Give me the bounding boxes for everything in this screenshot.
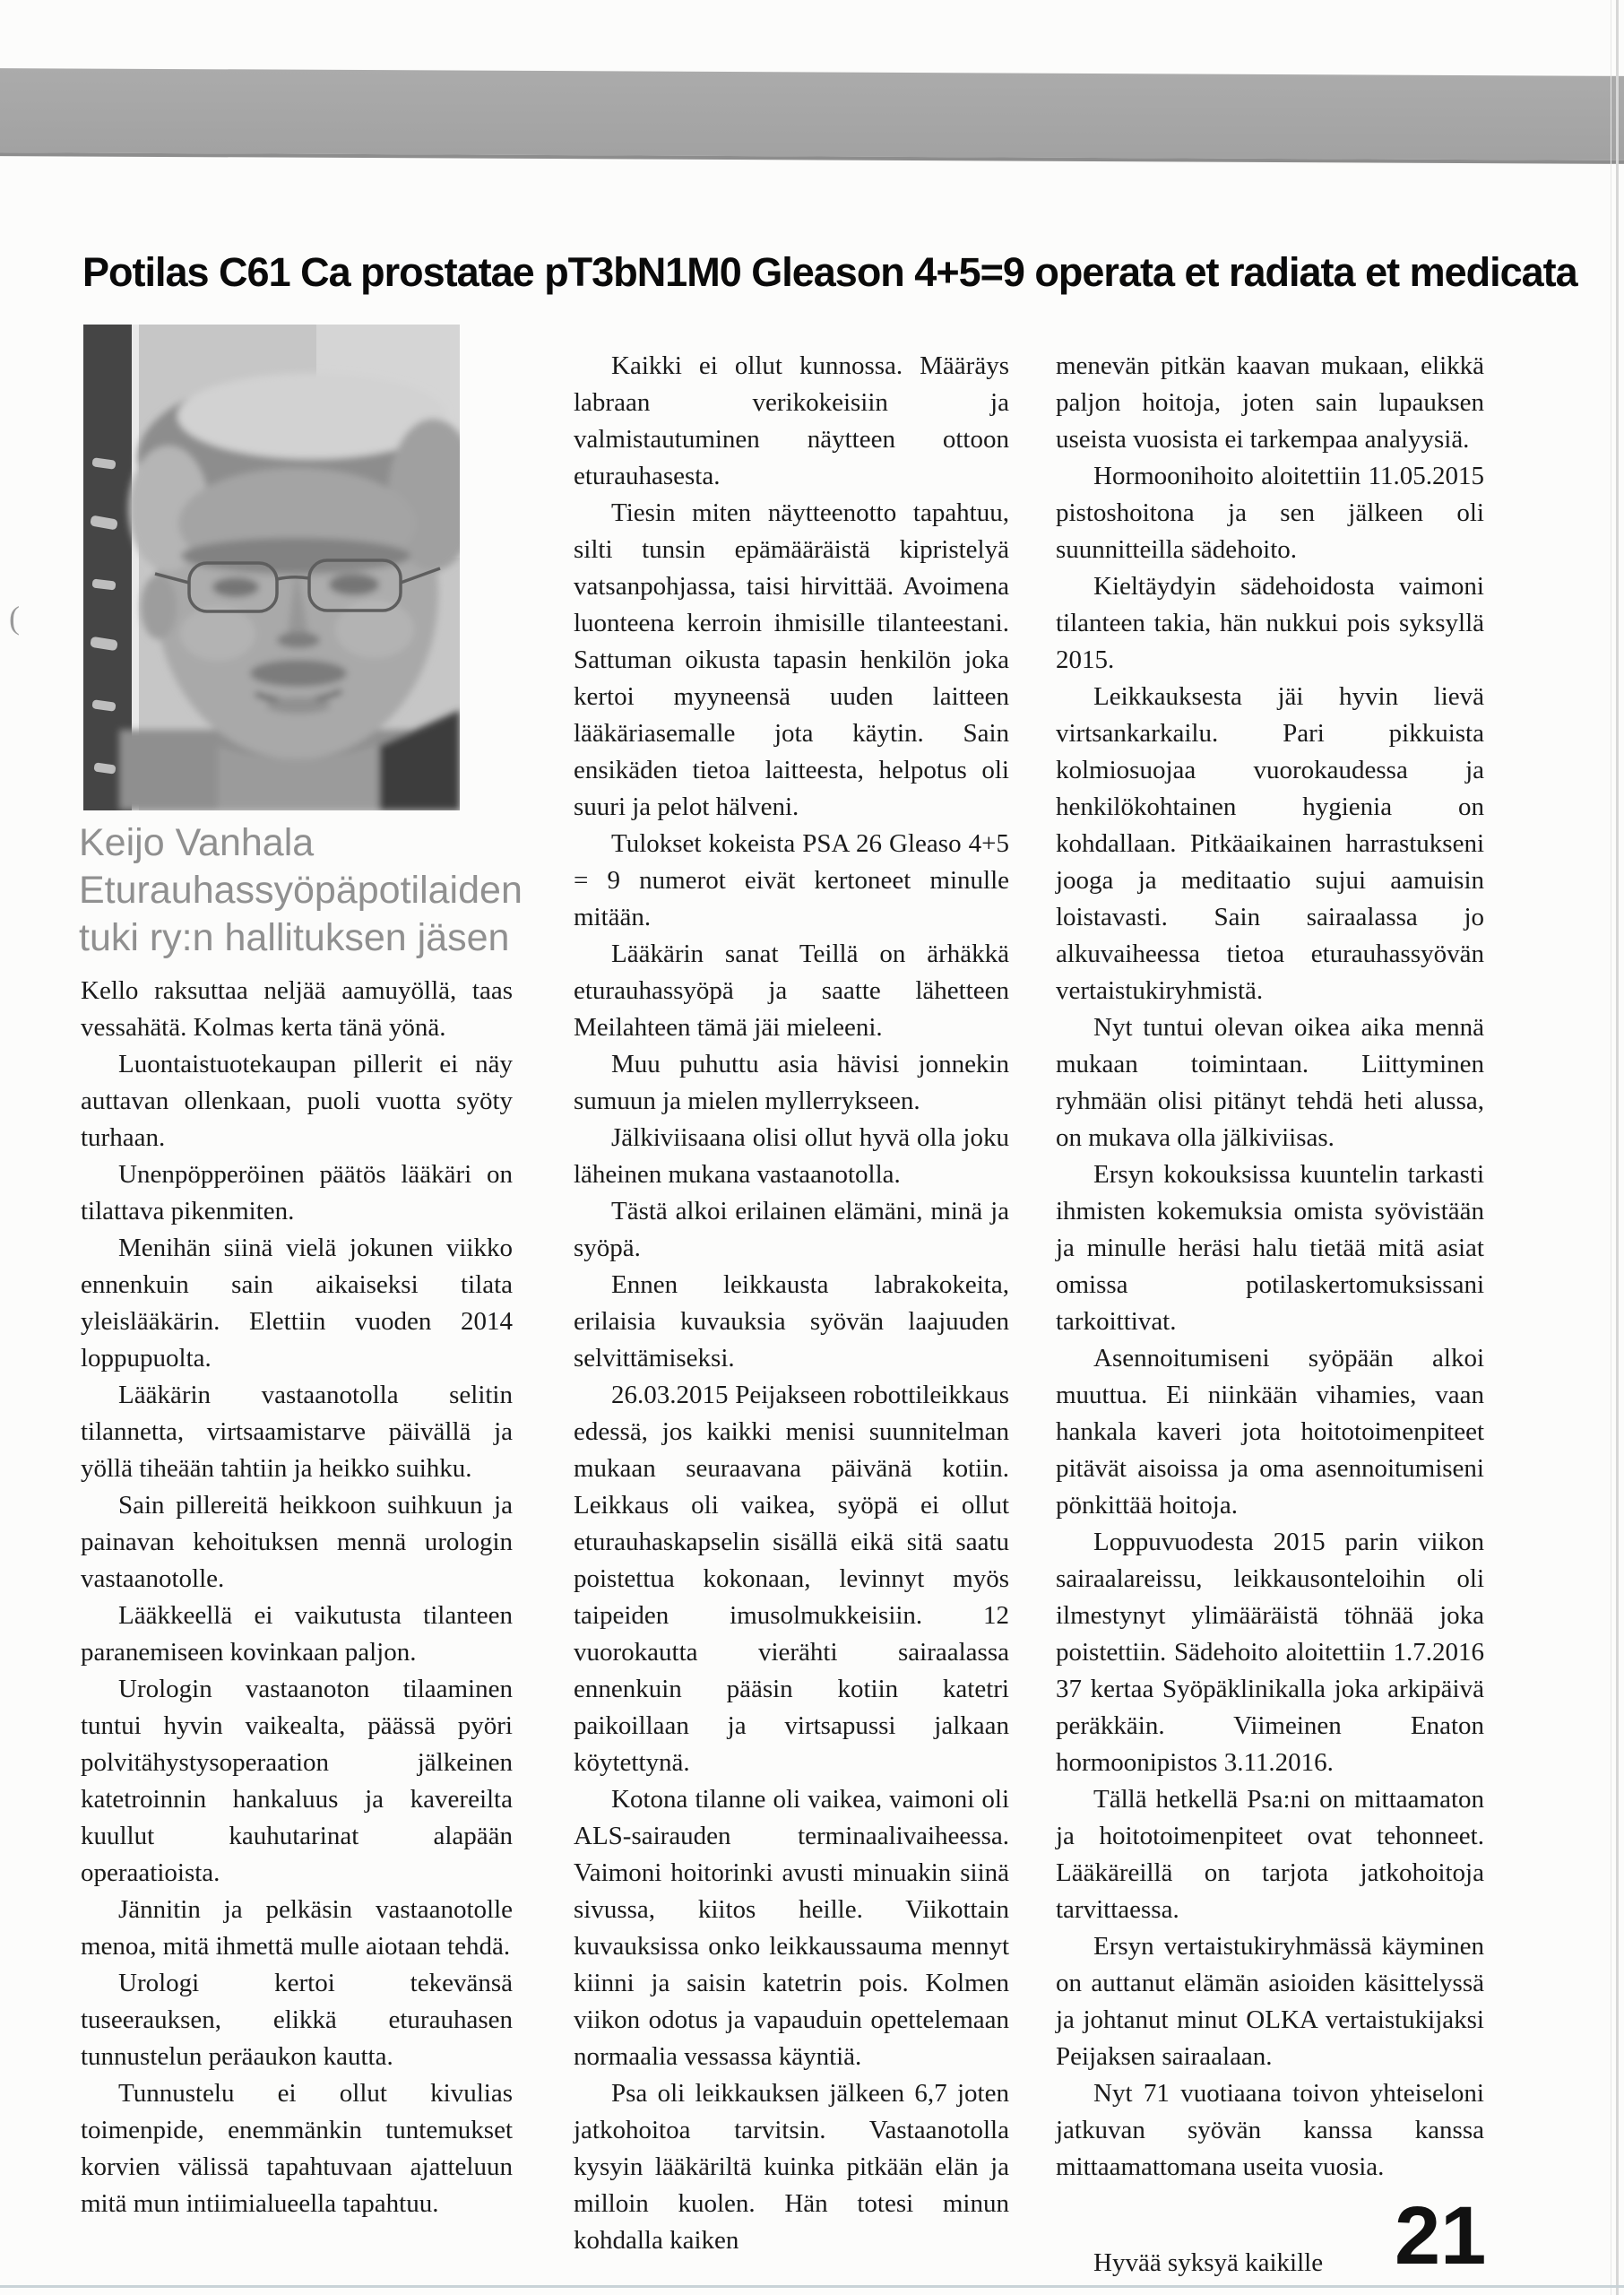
person-role-line2: tuki ry:n hallituksen jäsen	[79, 916, 510, 959]
paragraph: Tunnustelu ei ollut kivulias toimenpide, enemmänkin tuntemukset korvien välissä tapahtuvaan ajatteluun mitä mun intiimialueella tapahtuu.	[81, 2079, 513, 2218]
page-number: 21	[1395, 2190, 1487, 2282]
paragraph: Asennoitumiseni syöpään alkoi muuttua. Ei niinkään vihamies, vaan hankala kaveri jota hoitotoimenpiteet pitävät aisoissa ja oma asennoitumiseni pönkittää hoitoja.	[1056, 1344, 1484, 1520]
paragraph: Tulokset kokeista PSA 26 Gleaso 4+5 = 9 numerot eivät kertoneet minulle mitään.	[574, 829, 1009, 931]
paragraph: Kieltäydyin sädehoidosta vaimoni tilanteen takia, hän nukkui pois syksyllä 2015.	[1056, 572, 1484, 674]
paragraph: Ennen leikkausta labrakokeita, erilaisia kuvauksia syövän laajuuden selvittämiseksi.	[574, 1270, 1009, 1373]
paragraph: Kotona tilanne oli vaikea, vaimoni oli ALS-sairauden terminaalivaiheessa. Vaimoni hoitorinki avusti minuakin siinä sivussa, kiitos heille. Viikottain kuvauksissa onko leikkaussauma mennyt kiinni ja saisin katetrin pois. Kolmen viikon odotus ja vapauduin opettelemaan normaalia vessassa käyntiä.	[574, 1785, 1009, 2071]
person-role-line1: Eturauhassyöpäpotilaiden	[79, 869, 523, 912]
paragraph: Menihän siinä vielä jokunen viikko ennenkuin sain aikaiseksi tilata yleislääkärin. Elettiin vuoden 2014 loppupuolta.	[81, 1234, 513, 1373]
paragraph: Jälkiviisaana olisi ollut hyvä olla joku läheinen mukana vastaanotolla.	[574, 1123, 1009, 1189]
paragraph: Muu puhuttu asia hävisi jonnekin sumuun ja mielen myllerrykseen.	[574, 1050, 1009, 1115]
paragraph: Lääkkeellä ei vaikutusta tilanteen paranemiseen kovinkaan paljon.	[81, 1601, 513, 1667]
paragraph: Leikkauksesta jäi hyvin lievä virtsankarkailu. Pari pikkuista kolmiosuojaa vuorokaudessa ja henkilökohtainen hygienia on kohdallaan. Pitkäaikainen harrastukseni jooga ja meditaatio sujui aamuisin loistavasti. Sain sairaalassa jo alkuvaiheessa tietoa eturauhassyövän vertaistukiryhmistä.	[1056, 682, 1484, 1005]
face	[119, 373, 460, 810]
paragraph: Urologin vastaanoton tilaaminen tuntui hyvin vaikealta, päässä pyöri polvitähystysoperaation jälkeinen katetroinnin hankaluus ja kavereilta kuullut kauhutarinat alapään operaatioista.	[81, 1675, 513, 1887]
paragraph: Kello raksuttaa neljää aamuyöllä, taas vessahätä. Kolmas kerta tänä yönä.	[81, 976, 513, 1042]
top-band-decoration	[0, 68, 1624, 164]
person-name: Keijo Vanhala	[79, 821, 315, 864]
paragraph: Kaikki ei ollut kunnossa. Määräys labraan verikokeisiin ja valmistautuminen näytteen ottoon eturauhasesta.	[574, 351, 1009, 490]
paragraph: Tällä hetkellä Psa:ni on mittaamaton ja hoitotoimenpiteet ovat tehonneet. Lääkäreillä on tarjota jatkohoitoja tarvittaessa.	[1056, 1785, 1484, 1924]
scan-edge-line-bottom	[0, 2285, 1624, 2288]
scan-stray-mark: (	[9, 600, 20, 636]
paragraph: Lääkärin vastaanotolla selitin tilannetta, virtsaamistarve päivällä ja yöllä tiheään tahtiin ja heikko suihku.	[81, 1381, 513, 1483]
portrait-photo-graphic	[83, 325, 460, 810]
article-title: Potilas C61 Ca prostatae pT3bN1M0 Gleason 4+5=9 operata et radiata et medicata	[82, 249, 1577, 295]
paragraph: Urologi kertoi tekevänsä tuseerauksen, elikkä eturauhasen tunnustelun peräaukon kautta.	[81, 1969, 513, 2071]
paragraph: Hormoonihoito aloitettiin 11.05.2015 pistoshoitona ja sen jälkeen oli suunnitteilla sädehoito.	[1056, 462, 1484, 564]
paragraph: Psa oli leikkauksen jälkeen 6,7 joten jatkohoitoa tarvitsin. Vastaanotolla kysyin lääkäriltä kuinka pitkään elän ja milloin kuolen. Hän totesi minun kohdalla kaiken	[574, 2079, 1009, 2255]
paragraph: Nyt 71 vuotiaana toivon yhteiseloni jatkuvan syövän kanssa kanssa mittaamattomana useita vuosia.	[1056, 2079, 1484, 2181]
paragraph: Sain pillereitä heikkoon suihkuun ja painavan kehoituksen mennä urologin vastaanotolle.	[81, 1491, 513, 1593]
column-right	[1056, 348, 1487, 2282]
paragraph: Luontaistuotekaupan pillerit ei näy auttavan ollenkaan, puoli vuotta syöty turhaan.	[81, 1050, 513, 1152]
paragraph: menevän pitkän kaavan mukaan, elikkä paljon hoitoja, joten sain lupauksen useista vuosista ei tarkempaa analyysiä.	[1056, 351, 1484, 454]
paragraph: Lääkärin sanat Teillä on ärhäkkä eturauhassyöpä ja saatte lähetteen Meilahteen tämä jäi mieleeni.	[574, 940, 1009, 1042]
paragraph: Tiesin miten näytteenotto tapahtuu, silti tunsin epämääräistä kipristelyä vatsanpohjassa, taisi hirvittää. Avoimena luonteena kerroin ihmisille tilanteestani. Sattuman oikusta tapasin henkilön joka kertoi myyneensä uuden laitteen lääkäriasemalle jota käytin. Sain ensikäden tietoa laitteesta, helpotus oli suuri ja pelot hälveni.	[574, 498, 1009, 821]
paragraph: Jännitin ja pelkäsin vastaanotolle menoa, mitä ihmettä mulle aiotaan tehdä.	[81, 1895, 513, 1961]
paragraph: 26.03.2015 Peijakseen robottileikkaus edessä, jos kaikki menisi suunnitelman mukaan seuraavana päivänä kotiin. Leikkaus oli vaikea, syöpä ei ollut eturauhaskapselin sisällä eikä sitä saatu poistettua kokonaan, levinnyt myös taipeiden imusolmukkeisiin. 12 vuorokautta vierähti sairaalassa ennenkuin pääsin kotiin katetri paikoillaan ja virtsapussi jalkaan köytettynä.	[574, 1381, 1009, 1777]
paragraph: Unenpöpperöinen päätös lääkäri on tilattava pikenmiten.	[81, 1160, 513, 1225]
portrait-photo	[83, 325, 460, 810]
column-middle	[574, 348, 1009, 2259]
paragraph: Ersyn kokouksissa kuuntelin tarkasti ihmisten kokemuksia omista syövistään ja minulle heräsi halu tietää mitä asiat omissa potilaskertomuksissani tarkoittivat.	[1056, 1160, 1484, 1336]
paragraph: Tästä alkoi erilainen elämäni, minä ja syöpä.	[574, 1197, 1009, 1262]
column-left	[81, 973, 513, 2222]
scan-edge-line-right	[1616, 0, 1619, 2295]
paragraph: Hyvää syksyä kaikille	[1093, 2248, 1324, 2277]
paragraph: Nyt tuntui olevan oikea aika mennä mukaan toimintaan. Liittyminen ryhmään olisi pitänyt tehdä heti alussa, on mukava olla jälkiviisas.	[1056, 1013, 1484, 1152]
paragraph: Ersyn vertaistukiryhmässä käyminen on auttanut elämän asioiden käsittelyssä ja johtanut minut OLKA vertaistukijaksi Peijaksen sairaalaan.	[1056, 1932, 1484, 2071]
photo-caption	[79, 819, 523, 962]
paragraph: Loppuvuodesta 2015 parin viikon sairaalareissu, leikkausonteloihin oli ilmestynyt ylimääräistä töhnää joka poistettiin. Sädehoito aloitettiin 1.7.2016 37 kertaa Syöpäklinikalla joka arkipäivä peräkkäin. Viimeinen Enaton hormoonipistos 3.11.2016.	[1056, 1528, 1484, 1777]
